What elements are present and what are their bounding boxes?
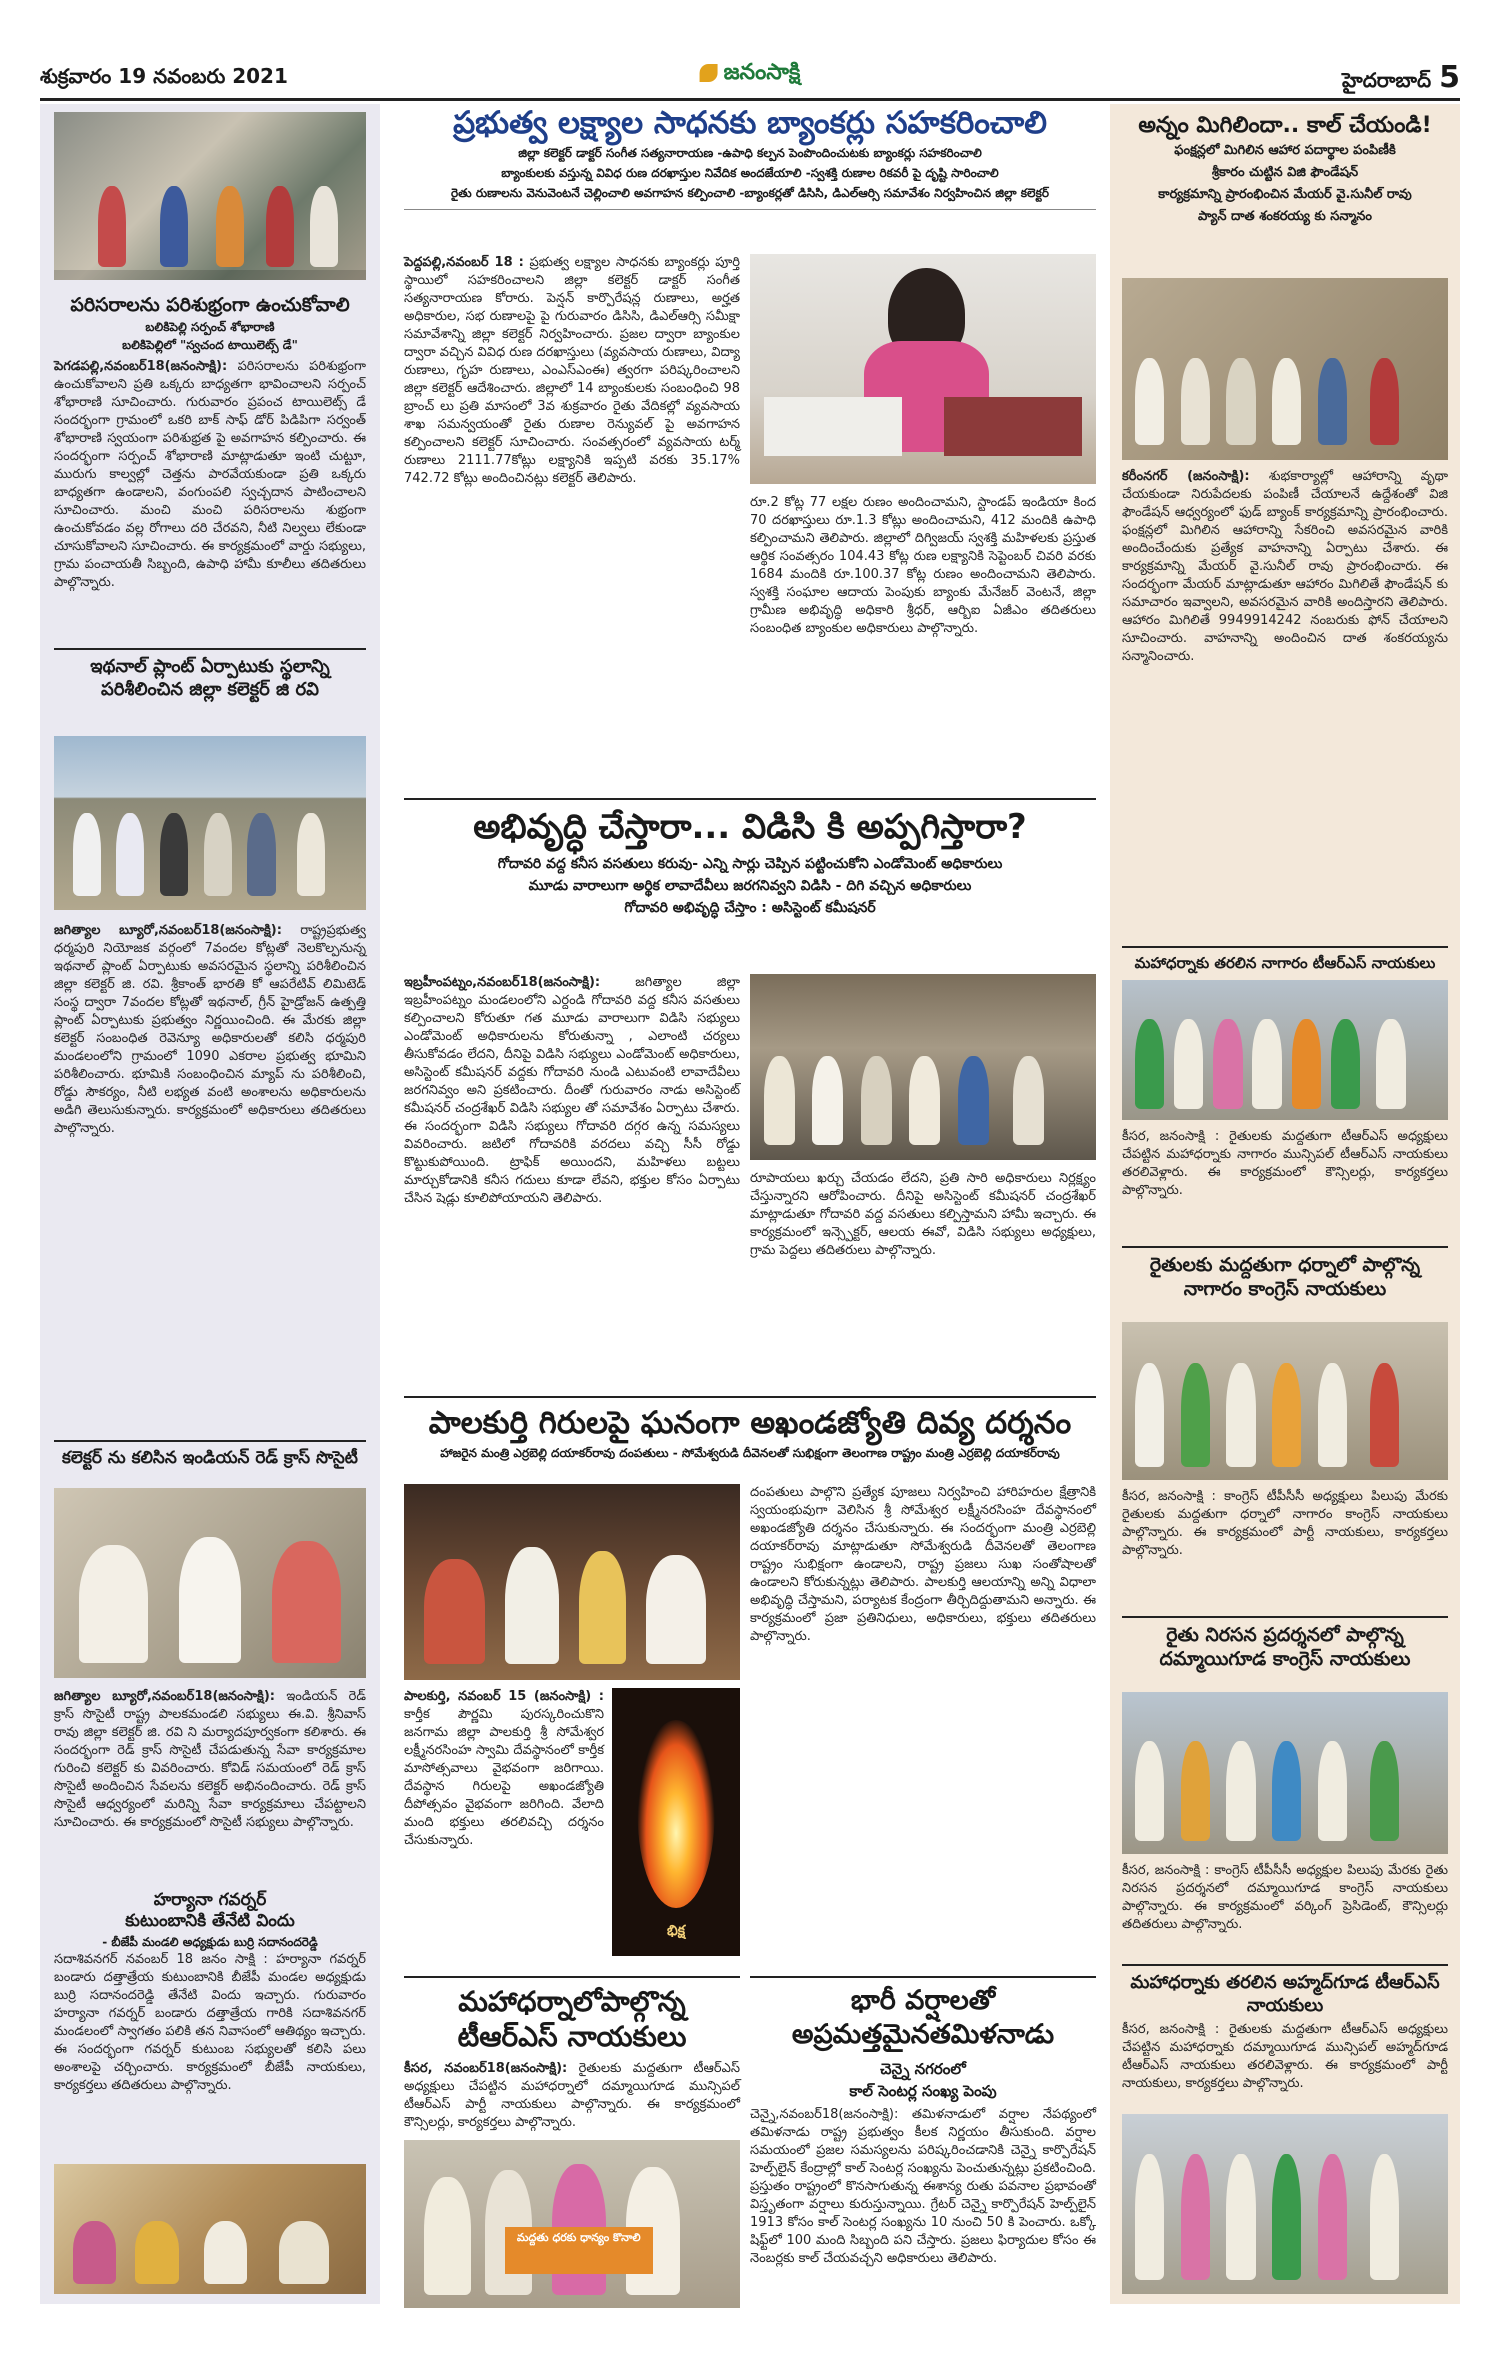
article-body	[404, 2060, 740, 2150]
page-number: 5	[1439, 60, 1460, 95]
photo-ahmedguda-trs	[1122, 2114, 1448, 2294]
article-subtitle: బలికిపెల్లి సర్పంచ్ శోభారాణి	[145, 319, 275, 334]
issue-date: శుక్రవారం 19 నవంబరు 2021	[40, 64, 288, 88]
dateline: పెద్దపల్లి,నవంబర్ 18 :	[404, 255, 524, 270]
photo-dammaiguda-congress	[1122, 1692, 1448, 1854]
article-body	[54, 922, 366, 1422]
article-subtitle: - బీజేపీ మండలి అధ్యక్షుడు బుర్రి సదానందరెడ్డి	[102, 1934, 318, 1949]
article-text: కార్తీక పౌర్ణమి పురస్కరించుకొని జనగామ జిల్లా పాలకుర్తి శ్రీ సోమేశ్వర లక్ష్మీనరసింహ స్వామి దేవస్థానంలో కార్తీక మాసోత్సవాలు వైభవంగా జరిగాయి. దేవస్థాన గిరులపై అఖండజ్యోతి దీపోత్సవం వైభవంగా జరిగింది. వేలాది మంది భక్తులు తరలివచ్చి దర్శనం చేసుకున్నారు.	[404, 1707, 604, 1848]
article-body	[404, 1688, 604, 1958]
dateline: పాలకుర్తి, నవంబర్ 15 (జనంసాక్షి) :	[404, 1689, 604, 1704]
article-body: రూ.2 కోట్ల 77 లక్షల రుణం అందించామని, స్టాండప్ ఇండియా కింద 70 దరఖాస్తులు రూ.1.3 కోట్లు అందించామని, 412 మందికి ఉపాధి కల్పించామని తెలిపారు. జిల్లాలో దిగ్విజయ్ స్వశక్తి మహిళలకు ప్రస్తుత ఆర్థిక సంవత్సరం 104.43 కోట్ల రుణ లక్ష్యానికి సెప్టెంబర్ చివరి వరకు 1684 మందికి రూ.100.37 కోట్ల రుణం అందించామని తెలిపారు. స్వశక్తి సంఘాల ఆదాయ పెంపుకు బ్యాంకు మేనేజర్ వెంటనే, జిల్లా గ్రామీణ అభివృద్ధి అధికారి శ్రీధర్, ఆర్బిఐ ఏజీఎం తదితరులు సంబంధిత బ్యాంకుల అధికారులు పాల్గొన్నారు.	[750, 495, 1096, 636]
article-text: ఇండియన్ రెడ్ క్రాస్ సొసైటీ రాష్ట్ర పాలకమండలి సభ్యులు ఈ.వి. శ్రీనివాస్ రావు జిల్లా కలెక్టర్ జి. రవి ని మర్యాదపూర్వకంగా కలిశారు. ఈ సందర్భంగా రెడ్ క్రాస్ సొసైటీ చేపడుతున్న సేవా కార్యక్రమాల గురించి కలెక్టర్ కు వివరించారు. కోవిడ్ సమయంలో రెడ్ క్రాస్ సొసైటీ అందించిన సేవలను కలెక్టర్ అభినందించారు. రెడ్ క్రాస్ సొసైటీ ఆధ్వర్యంలో మరిన్ని సేవా కార్యక్రమాలు చేపట్టాలని సూచించారు. ఈ కార్యక్రమంలో సొసైటీ సభ్యులు పాల్గొన్నారు.	[54, 1689, 366, 1830]
dateline: ఇబ్రహీంపట్నం,నవంబర్18(జనంసాక్షి):	[404, 975, 601, 990]
article-subtitle: హాజరైన మంత్రి ఎర్రబెల్లి దయాకర్‌రావు దంపతులు - సోమేశ్వరుడి దీవెనలతో సుభిక్షంగా తెలంగాణ రాష్ట్రం మంత్రి ఎర్రబెల్లి దయాకర్‌రావు	[440, 1445, 1060, 1460]
article-body	[404, 254, 740, 786]
article-subtitle: ప్యాన్ దాత శంకరయ్య కు సన్మానం	[1198, 208, 1372, 224]
photo-minister-pooja	[404, 1484, 740, 1680]
article-headline: భారీ వర్షాలతో అప్రమత్తమైనతమిళనాడు	[791, 1985, 1055, 2050]
dateline: కరీంనగర్ (జనంసాక్షి):	[1122, 469, 1250, 484]
article-headline: రైతులకు మద్దతుగా ధర్నాలో పాల్గొన్న నాగారం కాంగ్రెస్ నాయకులు	[1149, 1254, 1421, 1300]
dateline: జగిత్యాల బ్యూరో,నవంబర్18(జనంసాక్షి):	[54, 923, 282, 938]
article-body: కీసర, జనంసాక్షి : రైతులకు మద్దతుగా టీఆర్ఎస్ అధ్యక్షులు చేపట్టిన మహాధర్నాకు దమ్మాయిగూడ మున్సిపల్ అహ్మద్‌గూడ టీఆర్ఎస్ నాయకులు తరలివెళ్లారు. ఈ కార్యక్రమంలో పార్టీ నాయకులు, కార్యకర్తలు పాల్గొన్నారు.	[1122, 2022, 1448, 2091]
photo-collector-meeting	[750, 254, 1096, 484]
masthead	[700, 60, 801, 90]
photo-sanitation-visit	[54, 112, 366, 280]
photo-nagaram-congress	[1122, 1322, 1448, 1480]
protest-banner: మద్దతు ధరకు ధాన్యం కొనాలి	[505, 2227, 653, 2274]
page-header	[40, 58, 1460, 101]
photo-nagaram-trs	[1122, 980, 1448, 1120]
article-body	[54, 358, 366, 590]
article-headline: మహాధర్నాలోపాల్గొన్న టీఆర్ఎస్ నాయకులు	[457, 1985, 687, 2053]
article-subtitle: బ్యాంకులకు వస్తున్న వివిధ రుణ దరఖాస్తుల నివేదిక అందజేయాలి -స్వశక్తి రుణాల రికవరీ పై దృష్టి సారించాలి	[501, 165, 999, 180]
article-body: కీసర, జనంసాక్షి : రైతులకు మద్దతుగా టీఆర్ఎస్ అధ్యక్షులు చేపట్టిన మహాధర్నాకు నాగారం మున్సిపల్ టీఆర్ఎస్ నాయకులు తరలివెళ్లారు. ఈ కార్యక్రమంలో కౌన్సిలర్లు, కార్యకర్తలు పాల్గొన్నారు.	[1122, 1129, 1448, 1198]
article-subtitle: జిల్లా కలెక్టర్ డాక్టర్ సంగీత సత్యనారాయణ -ఉపాధి కల్పన పెంపొందించుటకు బ్యాంకర్లు సహకరించాలి	[518, 145, 982, 160]
article-body	[1122, 468, 1448, 936]
article-headline: మహాధర్నాకు తరలిన నాగారం టీఆర్ఎస్ నాయకులు	[1134, 954, 1436, 972]
edition-city	[1342, 60, 1460, 97]
photo-label: భిక్ష	[666, 1923, 686, 1939]
article-body: కీసర, జనంసాక్షి : కాంగ్రెస్ టీపీసీసీ అధ్యక్షుల పిలుపు మేరకు రైతు నిరసన ప్రదర్శనలో దమ్మాయిగూడ కాంగ్రెస్ నాయకులు పాల్గొన్నారు. ఈ కార్యక్రమంలో వర్కింగ్ ప్రెసిడెంట్, కౌన్సిలర్లు తదితరులు పాల్గొన్నారు.	[1122, 1863, 1448, 1932]
article-subtitle: శ్రీకారం చుట్టిన విజి ఫౌండేషన్	[1211, 164, 1359, 180]
article-subtitle: ఫంక్షన్లలో మిగిలిన ఆహార పదార్థాల పంపిణీకి	[1174, 142, 1396, 158]
right-column	[1110, 104, 1460, 2304]
article-text: రాష్ట్రప్రభుత్వ ధర్మపురి నియోజక వర్గంలో 7వందల కోట్లతో నెలకొల్పనున్న ఇథనాల్ ప్లాంట్ ఏర్పాటుకు అవసరమైన స్థలాన్ని పరిశీలించిన జిల్లా కలెక్టర్ జి. రవి. శ్రీకాంత్ భారతి కో ఆపరేటివ్ లిమిటెడ్ సంస్థ ద్వారా 7వందల కోట్లతో ఇథనాల్, గ్రీన్ హైడ్రోజన్ ఉత్పత్తి ప్లాంట్ ఏర్పాటుకు ప్రభుత్వం నిర్ణయించింది. ఈ మేరకు జిల్లా కలెక్టర్ సంబంధిత రెవెన్యూ అధికారులతో కలిసి ధర్మపురి మండలంలోని గ్రామంలో 1090 ఎకరాల ప్రభుత్వ భూమిని పరిశీలించారు. భూమికి సంబంధించిన మ్యాప్ ను పరిశీలించి, రోడ్డు సౌకర్యం, నీటి లభ్యత వంటి అంశాలను అధికారులను అడిగి తెలుసుకున్నారు. కార్యక్రమంలో అధికారులు తదితరులు పాల్గొన్నారు.	[54, 923, 366, 1136]
article-body: సదాశివనగర్ నవంబర్ 18 జనం సాక్షి : హర్యానా గవర్నర్ బండారు దత్తాత్రేయ కుటుంబానికి బీజేపీ మండల అధ్యక్షుడు బుర్రి సదానందరెడ్డి తేనేటి విందు ఇచ్చారు. గురువారం హర్యానా గవర్నర్ బండారు దత్తాత్రేయ గారికి సదాశివనగర్ మండలంలో స్వాగతం పలికి తన నివాసంలో ఆతిథ్యం ఇచ్చారు. ఈ సందర్భంగా గవర్నర్ కుటుంబ సభ్యులతో కలిసి పలు అంశాలపై చర్చించారు. కార్యక్రమంలో బీజేపీ నాయకులు, కార్యకర్తలు తదితరులు పాల్గొన్నారు.	[54, 1951, 366, 2093]
dateline: జగిత్యాల బ్యూరో,నవంబర్18(జనంసాక్షి):	[54, 1689, 275, 1704]
article-subtitle: మూడు వారాలుగా అర్థిక లావాదేవీలు జరగనివ్వని విడిసి - దిగి వచ్చిన అధికారులు	[528, 877, 972, 894]
article-body: దంపతులు పాల్గొని ప్రత్యేక పూజలు నిర్వహించి హారిహరుల క్షేత్రానికి స్వయంభువుగా వెలిసిన శ్రీ సోమేశ్వర లక్ష్మీనరసింహ దేవస్థానంలో అఖండజ్యోతి దర్శనం చేసుకున్నారు. ఈ సందర్భంగా మంత్రి ఎర్రబెల్లి దయాకర్‌రావు మాట్లాడుతూ సోమేశ్వరుడి దీవెనలతో తెలంగాణ రాష్ట్రం సుభిక్షంగా ఉండాలని, రాష్ట్ర ప్రజలు సుఖ సంతోషాలతో ఉండాలని కోరుకున్నట్లు తెలిపారు. పాలకుర్తి ఆలయాన్ని అన్ని విధాలా అభివృద్ధి చేస్తామని, పర్యాటక కేంద్రంగా తీర్చిదిద్దుతామని అన్నారు. ఈ కార్యక్రమంలో ప్రజా ప్రతినిధులు, అధికారులు, భక్తులు తదితరులు పాల్గొన్నారు.	[750, 1485, 1096, 1644]
article-subtitle: చెన్నై నగరంలో	[880, 2059, 966, 2078]
article-body	[54, 1688, 366, 1884]
article-text: శుభకార్యాల్లో ఆహారాన్ని వృథా చేయకుండా నిరుపేదలకు పంపిణీ చేయాలనే ఉద్దేశంతో విజి ఫౌండేషన్ ఆధ్వర్యంలో ఫుడ్ బ్యాంక్ కార్యక్రమాన్ని ప్రారంభించారు. ఫంక్షన్లలో మిగిలిన ఆహారాన్ని సేకరించి అవసరమైన వారికి అందించేందుకు ప్రత్యేక వాహనాన్ని ఏర్పాటు చేశారు. ఈ కార్యక్రమాన్ని మేయర్ వై.సునీల్ రావు ప్రారంభించారు. ఈ సందర్భంగా మేయర్ మాట్లాడుతూ ఆహారం మిగిలితే ఫౌండేషన్ కు సమాచారం ఇవ్వాలని, అవసరమైన వారికి అందిస్తారని తెలిపారు. ఆహారం మిగిలితే 9949914242 నంబరుకు ఫోన్ చేయాలని సూచించారు. వాహనాన్ని అందించిన దాత శంకరయ్యను సన్మానించారు.	[1122, 469, 1448, 664]
photo-trs-mahadharna	[404, 2140, 740, 2308]
city-label: హైదరాబాద్	[1342, 68, 1432, 92]
article-body: కీసర, జనంసాక్షి : కాంగ్రెస్ టీపీసీసీ అధ్యక్షులు పిలుపు మేరకు రైతులకు మద్దతుగా ధర్నాలో నాగారం కాంగ్రెస్ నాయకులు పాల్గొన్నారు. ఈ కార్యక్రమంలో పార్టీ నాయకులు, కార్యకర్తలు పాల్గొన్నారు.	[1122, 1489, 1448, 1558]
dateline: పెగడపల్లి,నవంబర్18(జనంసాక్షి):	[54, 358, 228, 374]
article-title: పరిసరాలను పరిశుభ్రంగా ఉంచుకోవాలి	[70, 294, 350, 316]
dateline: కీసర, నవంబర్18(జనంసాక్షి):	[404, 2061, 568, 2076]
article-text: ప్రభుత్వ లక్ష్యాల సాధనకు బ్యాంకర్లు పూర్తి స్థాయిలో సహకరించాలని జిల్లా కలెక్టర్ డాక్టర్ సంగీత సత్యనారాయణ కోరారు. పెన్షన్ కార్పొరేషన్ల రుణాలు, అర్హత అధికారుల, సభ రుణాలపై పై గురువారం డిసిసి, డిఎల్ఆర్సి సమీక్షా సమావేశాన్ని జిల్లా కలెక్టర్ నిర్వహించారు. ప్రజల ద్వారా బ్యాంకుల ద్వారా వచ్చిన వివిధ రుణ దరఖాస్తులు (వ్యవసాయ రుణాలు, విద్యా రుణాలు, గృహ రుణాలు, ఎంఎస్ఎంఈ) త్వరగా పరిష్కరించాలని జిల్లా కలెక్టర్ ఆదేశించారు. జిల్లాలో 14 బ్యాంకులకు సంబంధించి 98 బ్రాంచ్ లు ప్రతి మాసంలో 3వ శుక్రవారం రైతు వేదికల్లో వ్యవసాయ శాఖ సమన్వయంతో రైతు రుణాల రెన్యువల్ పై అవగాహన కల్పించాలని కలెక్టర్ సూచించారు. సంవత్సరంలో వ్యవసాయ టర్మ్ రుణాలు 2111.77కోట్లు లక్ష్యానికి ఇప్పటి వరకు 35.17% 742.72 కోట్లు అందించినట్లు కలెక్టర్ తెలిపారు.	[404, 255, 740, 486]
article-text: జగిత్యాల జిల్లా ఇబ్రహీంపట్నం మండలంలోని ఎర్దండి గోదావరి వద్ద కనీస వసతులు కల్పించాలని కోరుతూ గత మూడు వారాలుగా విడిసి సభ్యులు ఎండోమెంట్ అధికారులను కోరుతున్నా , ఎలాంటి చర్యలు తీసుకోవడం లేదని, దీనిపై విడిసి సభ్యులు ఎండోమెంట్ అధికారులు, అసిస్టెంట్ కమీషనర్ వద్దకు గోదావరి నుండి ఎటువంటి లావాదేవీలు జరగనివ్వం అని ప్రకటించారు. దీంతో గురువారం నాడు అసిస్టెంట్ కమీషనర్ చంద్రశేఖర్ విడిసి సభ్యుల తో సమావేశం ఏర్పాటు చేశారు. ఈ సందర్భంగా విడిసి సభ్యులు గోదావరి దగ్గర ఉన్న సమస్యలు వివరించారు. జటిలో గోదావరికి వరదలు వచ్చి సీసీ రోడ్డు కొట్టుకుపోయింది. ట్రాఫిక్ అయిందని, మహిళలు బట్టలు మార్చుకోడానికి కనీస గదులు కూడా లేవని, భక్తుల కోసం ఏర్పాటు చేసిన షెడ్లు కూలిపోయాయని తెలిపారు.	[404, 975, 740, 1206]
article-subtitle: బలికిపెల్లిలో "స్వచంద టాయిలెట్స్ డే"	[122, 337, 298, 352]
article-headline: రైతు నిరసన ప్రదర్శనలో పాల్గొన్న దమ్మాయిగూడ కాంగ్రెస్ నాయకులు	[1159, 1624, 1411, 1670]
photo-ethanol-plant-site	[54, 736, 366, 910]
article-headline: మహాధర్నాకు తరలిన అహ్మద్‌గూడ టీఆర్ఎస్ నాయకులు	[1130, 1972, 1440, 2016]
article-body: చెన్నై,నవంబర్18(జనంసాక్షి): తమిళనాడులో వర్షాల నేపథ్యంలో తమిళనాడు రాష్ట్ర ప్రభుత్వం కీలక నిర్ణయం తీసుకుంది. వర్షాల సమయంలో ప్రజల సమస్యలను పరిష్కరించడానికి చెన్నై కార్పొరేషన్ హెల్ప్‌లైన్ కేంద్రాల్లో కాల్ సెంటర్ల సంఖ్యను పెంచుతున్నట్లు ప్రకటించింది. ప్రస్తుతం రాష్ట్రంలో కొనసాగుతున్న ఈశాన్య రుతు పవనాల ప్రభావంతో విస్తృతంగా వర్షాలు కురుస్తున్నాయి. గ్రేటర్ చెన్నై కార్పొరేషన్ హెల్ప్‌లైన్ 1913 కోసం కాల్ సెంటర్ల సంఖ్యను 10 నుంచి 50 కి పెంచారు. ఒక్కో షిఫ్ట్‌లో 100 మంది సిబ్బంది పని చేస్తారు. ప్రజలు ఫిర్యాదుల కోసం ఈ నెంబర్లకు కాల్ చేయవచ్చని అధికారులు తెలిపారు.	[750, 2106, 1096, 2266]
article-headline: అభివృద్ధి చేస్తారా... విడిసి కి అప్పగిస్తారా?	[473, 807, 1027, 847]
article-subtitle: కార్యక్రమాన్ని ప్రారంభించిన మేయర్ వై.సునీల్ రావు	[1158, 186, 1412, 202]
photo-akhanda-jyothi	[612, 1688, 740, 1956]
leaf-icon	[700, 64, 718, 82]
article-headline: అన్నం మిగిలిందా.. కాల్ చేయండి!	[1138, 113, 1432, 138]
article-body: రూపాయలు ఖర్చు చేయడం లేదని, ప్రతి సారి అధికారులు నిర్లక్ష్యం చేస్తున్నారని ఆరోపించారు. దీనిపై అసిస్టెంట్ కమీషనర్ చంద్రశేఖర్ మాట్లాడుతూ గోదావరి వద్ద వసతులు కల్పిస్తామని హామీ ఇచ్చారు. ఈ కార్యక్రమంలో ఇన్స్పెక్టర్, ఆలయ ఈవో, విడిసి సభ్యులు అధ్యక్షులు, గ్రామ పెద్దలు తదితరులు పాల్గొన్నారు.	[750, 1171, 1096, 1258]
article-text: పరిసరాలను పరిశుభ్రంగా ఉంచుకోవాలని ప్రతి ఒక్కరు బాధ్యతగా భావించాలని సర్పంచ్ శోభారాణి సూచించారు. గురువారం ప్రపంచ టాయిలెట్స్ డే సందర్భంగా గ్రామంలో ఒకరి బాక్ సాఫ్ డోర్ పిడిపిగా సర్వంత్ శోభారాణి స్వయంగా పరిశుభ్రత పై అవగాహన కల్పించారు. ఈ సందర్భంగా సర్పంచ్ శోభారాణి మాట్లాడుతూ ఇంటి చుట్టూ, మురుగు కాల్వల్లో చెత్తను పారవేయకుండా ప్రతి ఒక్కరు బాధ్యతగా ఉండాలని, వంగుంపలి స్వచ్చదాన పాటించాలని సూచించారు. మంచి మంచి పరిసరాలను శుభ్రంగా ఉంచుకోవడం వల్ల రోగాలు దరి చేరవని, నీటి నిల్వలు లేకుండా చూసుకోవాలని సూచించారు. ఈ కార్యక్రమంలో వార్డు సభ్యులు, గ్రామ పంచాయతీ సిబ్బంది, ఉపాధి హామీ కూలీలు తదితరులు పాల్గొన్నారు.	[54, 358, 366, 590]
article-subtitle: కాల్ సెంటర్ల సంఖ్య పెంపు	[849, 2081, 997, 2100]
article-title: హర్యానా గవర్నర్	[153, 1890, 267, 1910]
article-title: కుటుంబానికి తేనేటి విందు	[125, 1911, 295, 1932]
article-body	[404, 974, 740, 1382]
article-title: ఇథనాల్ ప్లాంట్ ఏర్పాటుకు స్థలాన్ని పరిశీలించిన జిల్లా కలెక్టర్ జి రవి	[90, 656, 330, 700]
masthead-label: జనంసాక్షి	[723, 60, 801, 85]
article-subtitle: గోదావరి వద్ద కనీస వసతులు కరువు- ఎన్ని సార్లు చెప్పిన పట్టించుకోని ఎండోమెంట్ అధికారులు	[497, 855, 1003, 872]
article-subtitle: గోదావరి అభివృద్ధి చేస్తాం : అసిస్టెంట్ కమీషనర్	[624, 899, 876, 916]
article-title: కలెక్టర్ ను కలిసిన ఇండియన్ రెడ్ క్రాస్ సొసైటీ	[62, 1448, 358, 1468]
photo-godavari-meeting	[750, 974, 1096, 1160]
left-column	[40, 104, 380, 2304]
photo-food-bank-launch	[1122, 278, 1448, 460]
article-text: రైతులకు మద్దతుగా టీఆర్ఎస్ అధ్యక్షులు చేపట్టిన మహాధర్నాలో దమ్మాయిగూడ మున్సిపల్ టీఆర్ఎస్ పార్టీ నాయకులు పాల్గొన్నారు. ఈ కార్యక్రమంలో కౌన్సిలర్లు, కార్యకర్తలు పాల్గొన్నారు.	[404, 2061, 741, 2130]
photo-governor-visit	[54, 2164, 366, 2294]
photo-red-cross-meeting	[54, 1488, 366, 1678]
article-headline: పాలకుర్తి గిరులపై ఘనంగా అఖండజ్యోతి దివ్య దర్శనం	[428, 1405, 1072, 1441]
article-subtitle: రైతు రుణాలను వెనువెంటనే చెల్లించాలి అవగాహన కల్పించాలి -బ్యాంకర్లతో డిసిసి, డిఎల్ఆర్సి సమావేశం నిర్వహించిన జిల్లా కలెక్టర్	[451, 185, 1049, 200]
lead-headline: ప్రభుత్వ లక్ష్యాల సాధనకు బ్యాంకర్లు సహకరించాలి	[453, 105, 1047, 141]
